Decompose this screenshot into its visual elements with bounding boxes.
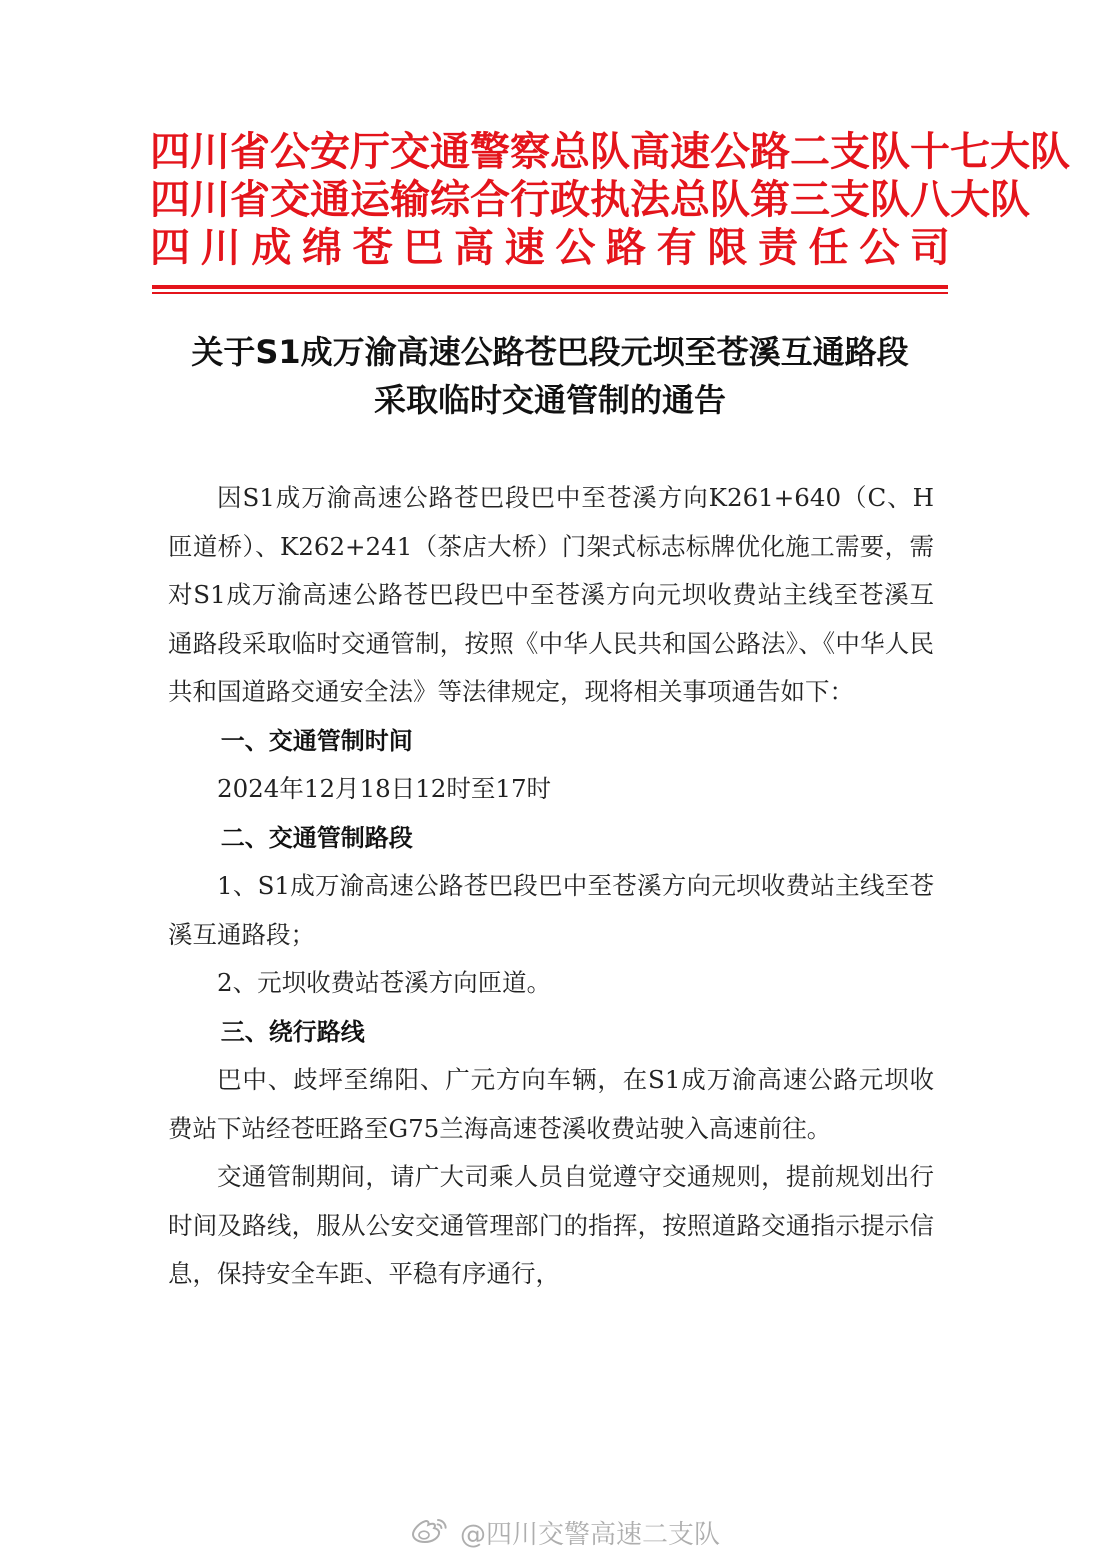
control-road-item-1: 1、S1成万渝高速公路苍巴段巴中至苍溪方向元坝收费站主线至苍溪互通路段； — [168, 871, 934, 949]
agency-name-police: 四川省公安厅交通警察总队高速公路二支队十七大队 — [150, 129, 1070, 175]
watermark-text: @四川交警高速二支队 — [460, 1519, 721, 1550]
letterhead — [150, 128, 1070, 272]
notice-title-line1: 关于S1成万渝高速公路苍巴段元坝至苍溪互通路段 — [191, 333, 909, 371]
letterhead-divider-thick — [152, 285, 948, 289]
notice-title — [150, 328, 950, 424]
section-heading-detour: 三、绕行路线 — [220, 1017, 365, 1046]
section-heading-time: 一、交通管制时间 — [220, 726, 413, 755]
control-time-text: 2024年12月18日12时至17时 — [217, 774, 552, 803]
notice-body — [168, 474, 934, 1299]
weibo-watermark — [408, 1512, 720, 1552]
intro-paragraph: 因S1成万渝高速公路苍巴段巴中至苍溪方向K261+640（C、H匝道桥）、K262+241（茶店大桥）门架式标志标牌优化施工需要，需对S1成万渝高速公路苍巴段巴中至苍溪方向元坝收费站主线至苍溪互通路段采取临时交通管制，按照《中华人民共和国公路法》、《中华人民共和国道路交通安全法》等法律规定，现将相关事项通告如下： — [168, 483, 934, 706]
agency-name-transport: 四川省交通运输综合行政执法总队第三支队八大队 — [150, 177, 1030, 223]
closing-paragraph: 交通管制期间，请广大司乘人员自觉遵守交通规则，提前规划出行时间及路线，服从公安交通管理部门的指挥，按照道路交通指示提示信息，保持安全车距、平稳有序通行， — [168, 1162, 934, 1288]
agency-name-company: 四川成绵苍巴高速公路有限责任公司 — [150, 225, 950, 271]
detour-route-text: 巴中、歧坪至绵阳、广元方向车辆，在S1成万渝高速公路元坝收费站下站经苍旺路至G75兰海高速苍溪收费站驶入高速前往。 — [168, 1065, 934, 1143]
notice-title-line2: 采取临时交通管制的通告 — [373, 381, 726, 419]
weibo-icon — [408, 1516, 452, 1548]
section-heading-road: 二、交通管制路段 — [220, 823, 413, 852]
letterhead-divider-thin — [152, 292, 948, 294]
control-road-item-2: 2、元坝收费站苍溪方向匝道。 — [217, 968, 552, 997]
